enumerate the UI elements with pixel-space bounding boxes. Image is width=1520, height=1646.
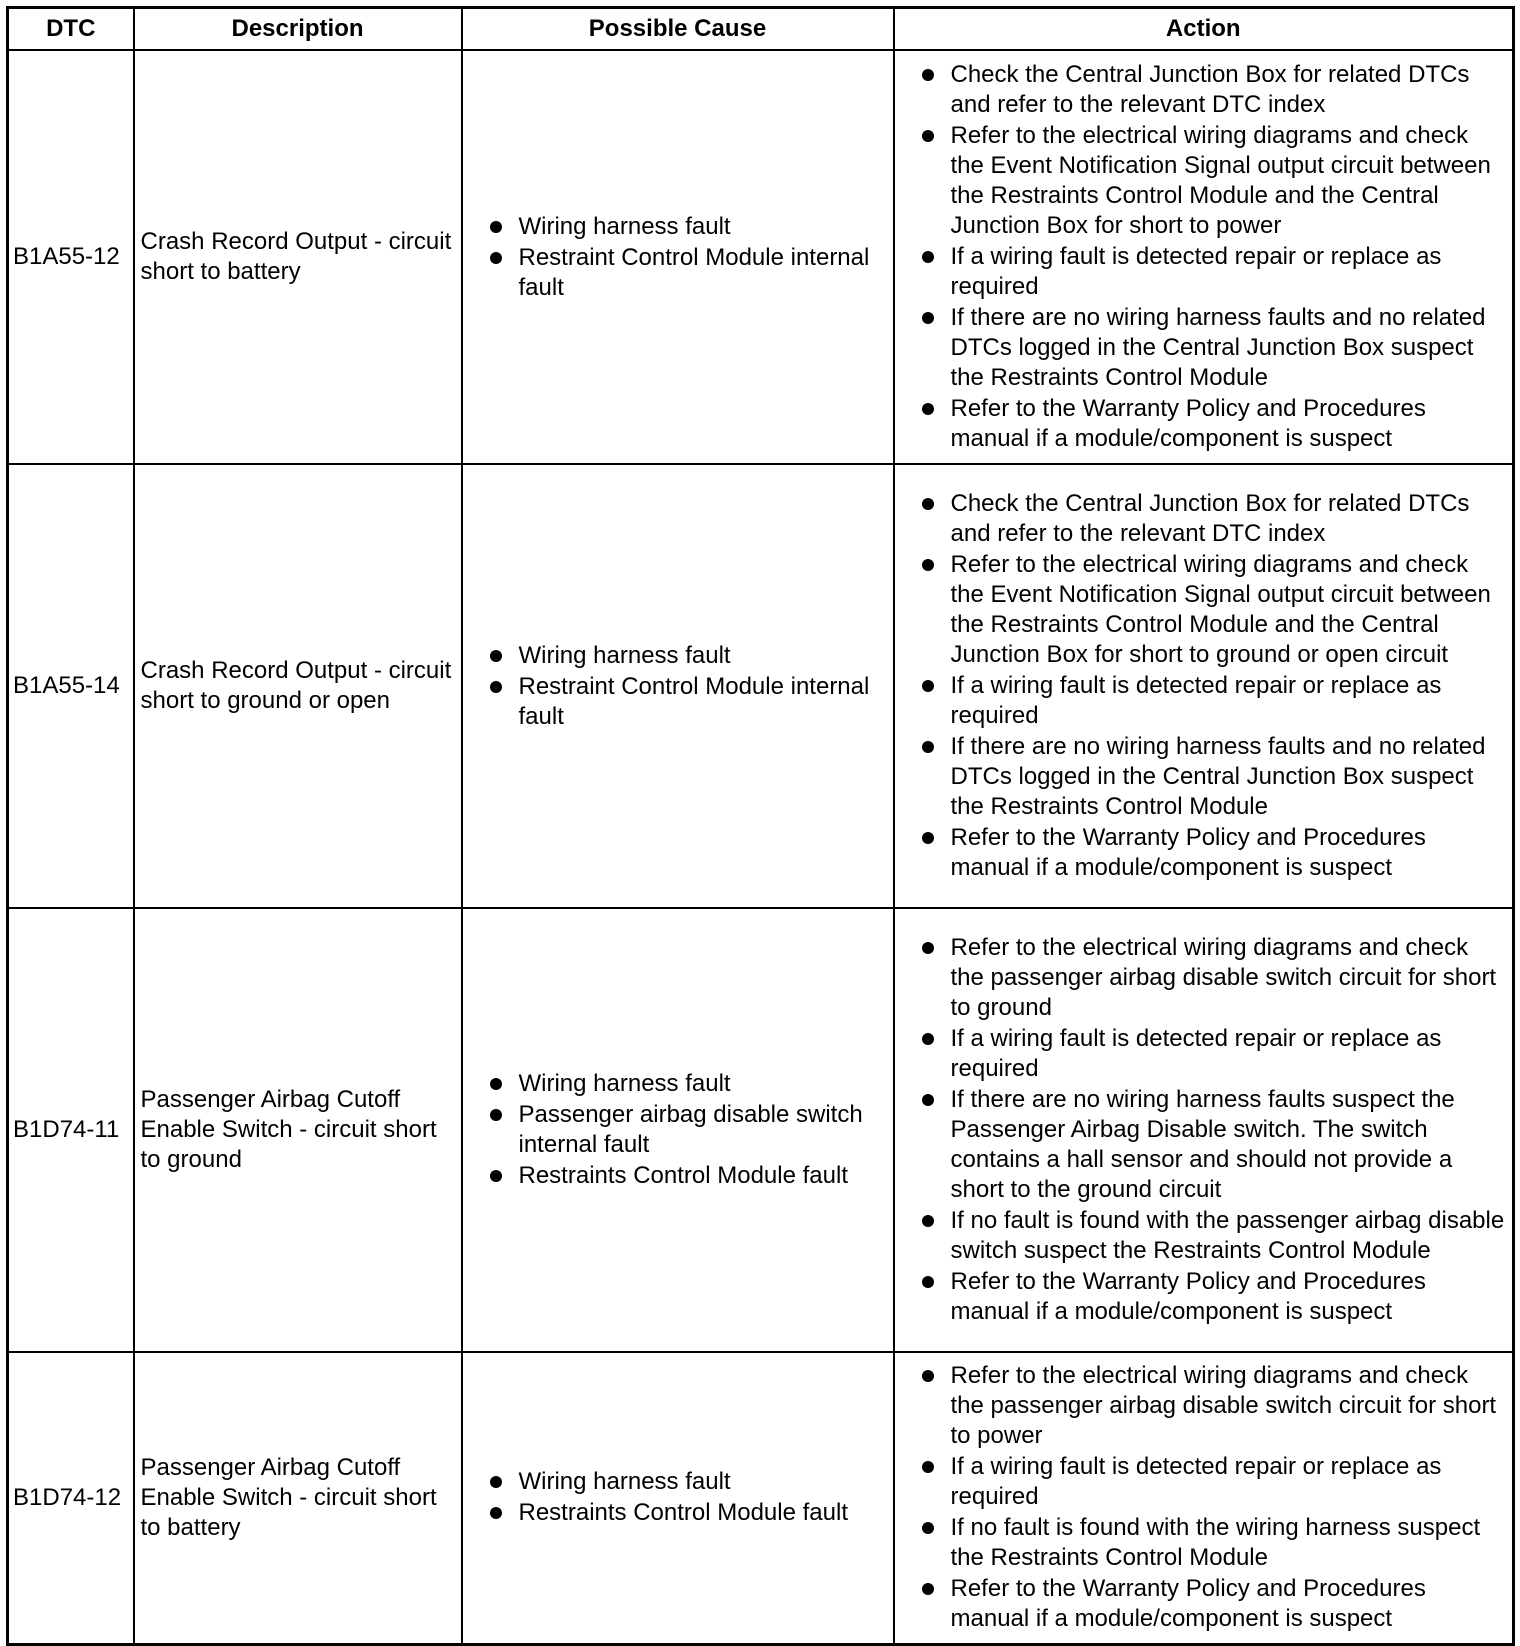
possible-cause-cell: [462, 1352, 894, 1644]
action-item: If there are no wiring harness faults and no related DTCs logged in the Central Junction Box suspect the Restraints Control Module: [917, 303, 1509, 393]
action-item: If a wiring fault is detected repair or replace as required: [917, 671, 1509, 731]
action-list: [917, 489, 1509, 883]
dtc-code: B1A55-14: [8, 464, 134, 908]
action-item: Refer to the Warranty Policy and Procedures manual if a module/component is suspect: [917, 1574, 1509, 1634]
action-item: If there are no wiring harness faults and no related DTCs logged in the Central Junction Box suspect the Restraints Control Module: [917, 732, 1509, 822]
possible-cause-cell: [462, 908, 894, 1352]
cause-item: Restraints Control Module fault: [485, 1161, 887, 1191]
action-item: If no fault is found with the passenger airbag disable switch suspect the Restraints Control Module: [917, 1206, 1509, 1266]
action-cell: [894, 464, 1514, 908]
action-item: If there are no wiring harness faults suspect the Passenger Airbag Disable switch. The switch contains a hall sensor and should not provide a short to the ground circuit: [917, 1085, 1509, 1205]
action-item: Check the Central Junction Box for related DTCs and refer to the relevant DTC index: [917, 489, 1509, 549]
table-row: [8, 908, 1514, 1352]
action-item: Check the Central Junction Box for related DTCs and refer to the relevant DTC index: [917, 60, 1509, 120]
action-item: Refer to the electrical wiring diagrams and check the passenger airbag disable switch circuit for short to power: [917, 1361, 1509, 1451]
dtc-description: Passenger Airbag Cutoff Enable Switch - circuit short to battery: [134, 1352, 462, 1644]
dtc-description: Crash Record Output - circuit short to battery: [134, 50, 462, 464]
action-item: Refer to the Warranty Policy and Procedures manual if a module/component is suspect: [917, 823, 1509, 883]
cause-item: Restraint Control Module internal fault: [485, 243, 887, 303]
cause-list: [485, 641, 887, 732]
cause-item: Wiring harness fault: [485, 1467, 887, 1497]
dtc-code: B1A55-12: [8, 50, 134, 464]
possible-cause-cell: [462, 50, 894, 464]
table-row: [8, 1352, 1514, 1644]
cause-item: Passenger airbag disable switch internal fault: [485, 1100, 887, 1160]
dtc-description: Crash Record Output - circuit short to ground or open: [134, 464, 462, 908]
cause-list: [485, 1069, 887, 1191]
cause-item: Wiring harness fault: [485, 1069, 887, 1099]
action-list: [917, 933, 1509, 1327]
dtc-code: B1D74-12: [8, 1352, 134, 1644]
possible-cause-cell: [462, 464, 894, 908]
dtc-description: Passenger Airbag Cutoff Enable Switch - circuit short to ground: [134, 908, 462, 1352]
action-item: If a wiring fault is detected repair or replace as required: [917, 1024, 1509, 1084]
table-row: [8, 464, 1514, 908]
action-item: If a wiring fault is detected repair or replace as required: [917, 1452, 1509, 1512]
header-dtc: DTC: [8, 8, 134, 51]
cause-item: Wiring harness fault: [485, 212, 887, 242]
header-row: [8, 8, 1514, 51]
action-item: If a wiring fault is detected repair or replace as required: [917, 242, 1509, 302]
action-cell: [894, 50, 1514, 464]
action-item: If no fault is found with the wiring harness suspect the Restraints Control Module: [917, 1513, 1509, 1573]
cause-item: Wiring harness fault: [485, 641, 887, 671]
action-item: Refer to the electrical wiring diagrams and check the passenger airbag disable switch circuit for short to ground: [917, 933, 1509, 1023]
cause-item: Restraints Control Module fault: [485, 1498, 887, 1528]
action-list: [917, 60, 1509, 454]
action-cell: [894, 908, 1514, 1352]
action-item: Refer to the Warranty Policy and Procedures manual if a module/component is suspect: [917, 1267, 1509, 1327]
cause-list: [485, 212, 887, 303]
dtc-table: [6, 6, 1515, 1646]
cause-item: Restraint Control Module internal fault: [485, 672, 887, 732]
action-cell: [894, 1352, 1514, 1644]
cause-list: [485, 1467, 887, 1528]
action-list: [917, 1361, 1509, 1634]
header-possible-cause: Possible Cause: [462, 8, 894, 51]
dtc-code: B1D74-11: [8, 908, 134, 1352]
header-description: Description: [134, 8, 462, 51]
table-row: [8, 50, 1514, 464]
action-item: Refer to the Warranty Policy and Procedures manual if a module/component is suspect: [917, 394, 1509, 454]
action-item: Refer to the electrical wiring diagrams and check the Event Notification Signal output circuit between the Restraints Control Module and the Central Junction Box for short to power: [917, 121, 1509, 241]
action-item: Refer to the electrical wiring diagrams and check the Event Notification Signal output circuit between the Restraints Control Module and the Central Junction Box for short to ground or open circuit: [917, 550, 1509, 670]
header-action: Action: [894, 8, 1514, 51]
